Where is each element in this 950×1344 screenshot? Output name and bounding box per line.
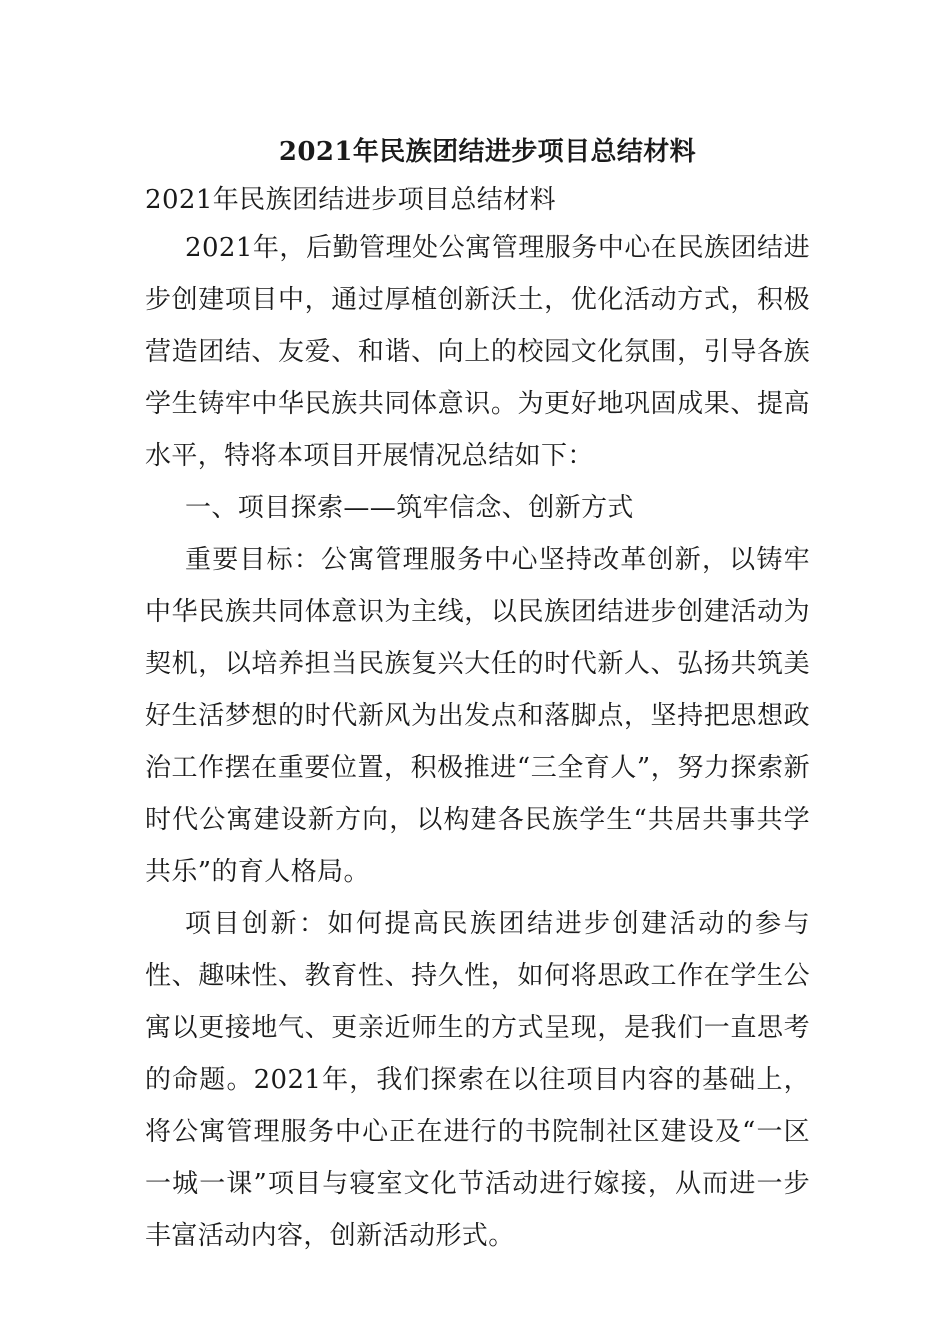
- section-heading-1: 一、项目探索——筑牢信念、创新方式: [185, 493, 634, 523]
- paragraph-innovation: 项目创新：如何提高民族团结进步创建活动的参与性、趣味性、教育性、持久性，如何将思政工作在学生公寓以更接地气、更亲近师生的方式呈现，是我们一直思考的命题。2021年，我们探索在以往项目内容的基础上，将公寓管理服务中心正在进行的书院制社区建设及“一区一城一课”项目与寝室文化节活动进行嫁接，从而进一步丰富活动内容，创新活动形式。: [145, 909, 810, 1251]
- document-body: [145, 130, 810, 1262]
- document-subtitle: 2021年民族团结进步项目总结材料: [145, 185, 556, 215]
- paragraph-goal: 重要目标：公寓管理服务中心坚持改革创新，以铸牢中华民族共同体意识为主线，以民族团结进步创建活动为契机，以培养担当民族复兴大任的时代新人、弘扬共筑美好生活梦想的时代新风为出发点和落脚点，坚持把思想政治工作摆在重要位置，积极推进“三全育人”，努力探索新时代公寓建设新方向，以构建各民族学生“共居共事共学共乐”的育人格局。: [145, 545, 810, 887]
- document-title: 2021年民族团结进步项目总结材料: [278, 137, 697, 167]
- paragraph-intro: 2021年，后勤管理处公寓管理服务中心在民族团结进步创建项目中，通过厚植创新沃土，优化活动方式，积极营造团结、友爱、和谐、向上的校园文化氛围，引导各族学生铸牢中华民族共同体意识。为更好地巩固成果、提高水平，特将本项目开展情况总结如下：: [145, 233, 810, 471]
